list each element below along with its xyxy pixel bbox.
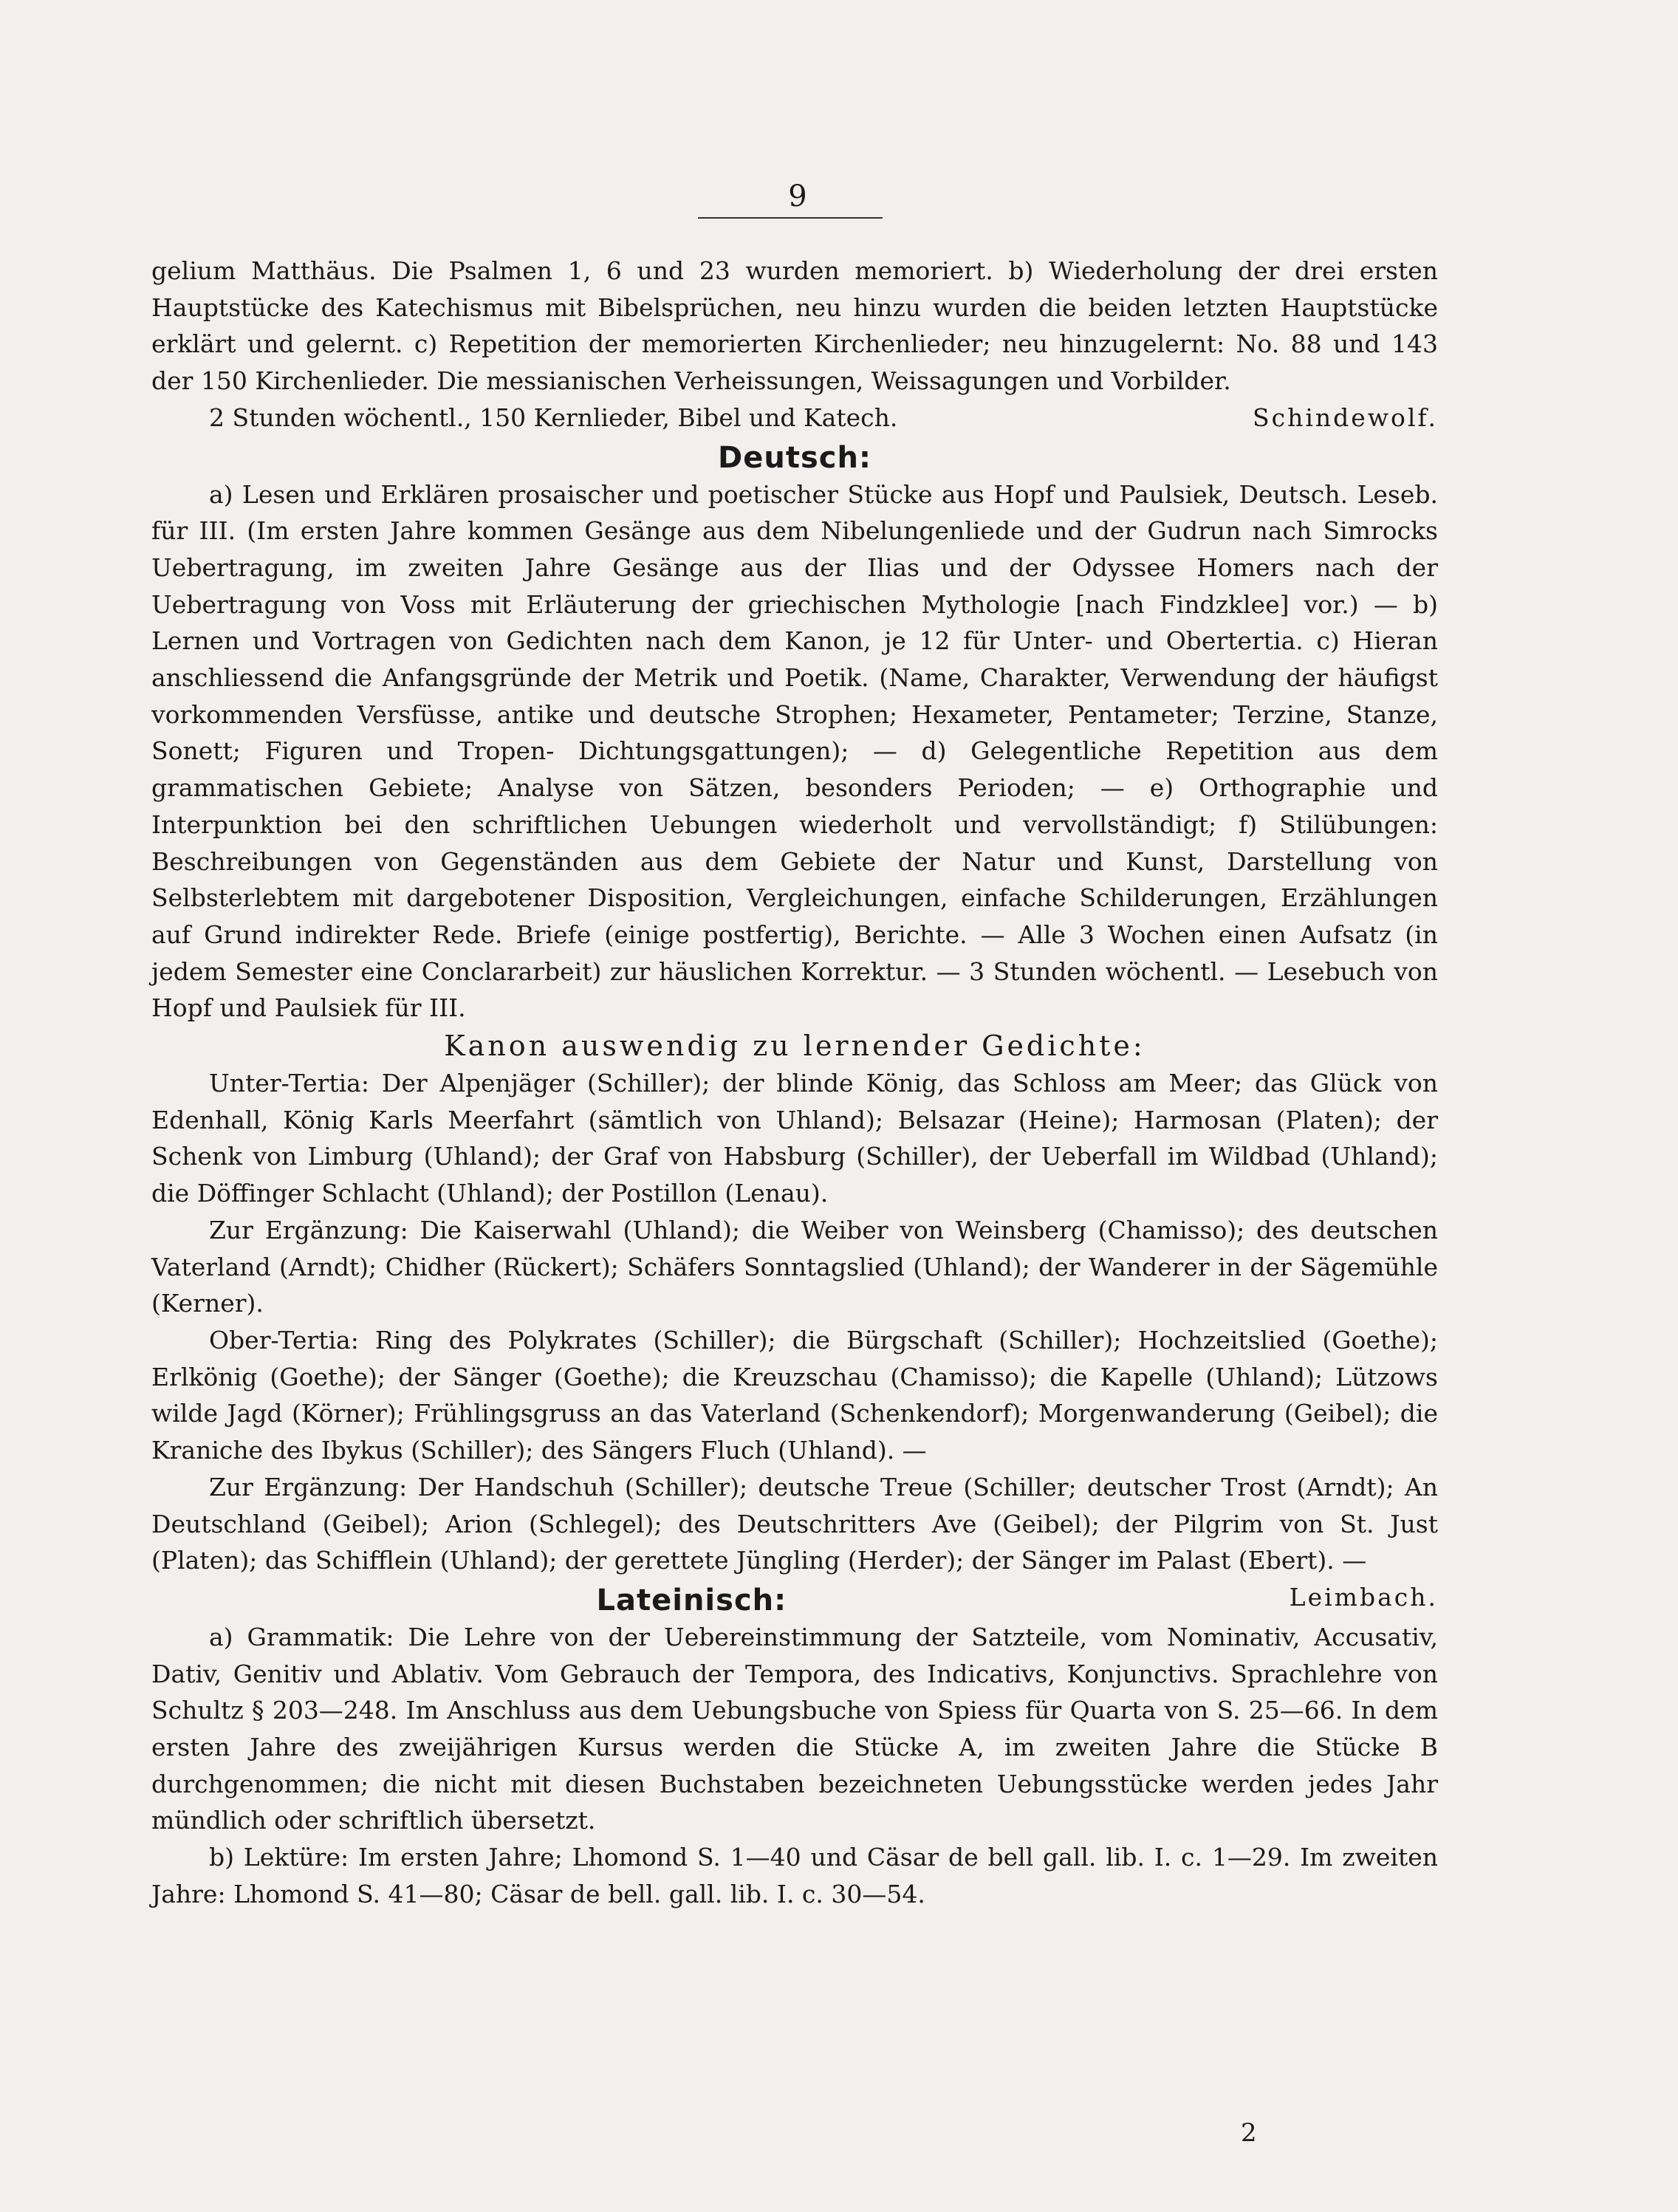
kanon-ober-tertia: Ober-Tertia: Ring des Polykrates (Schiller); die Bürgschaft (Schiller); Hochzeitslied (Goethe); Erlkönig (Goethe); der Sänger (Goethe); die Kreuzschau (Chamisso); die Kapelle (Uhland); Lützows wilde Jagd (Körner); Frühlingsgruss an das Vaterland (Schenkendorf); Morgenwanderung (Geibel); die Kraniche des Ibykus (Schiller); des Sängers Fluch (Uhland). — [151,1325,1438,1465]
kanon-unter-ergaenzung: Zur Ergänzung: Die Kaiserwahl (Uhland); die Weiber von Weinsberg (Chamisso); des deutschen Vaterland (Arndt); Chidher (Rückert); Schäfers Sonntagslied (Uhland); der Wanderer in der Sägemühle (Kerner). [151,1215,1438,1318]
page-number: 9 [788,179,807,213]
latein-grammatik: a) Grammatik: Die Lehre von der Uebereinstimmung der Satzteile, vom Nominativ, Accusativ, Dativ, Genitiv und Ablativ. Vom Gebrauch der Tempora, des Indicativs, Konjunctivs. Sprachlehre von Schultz § 203—248. Im Anschluss aus dem Uebungsbuche von Spiess für Quarta von S. 25—66. In dem ersten Jahre des zweijährigen Kursus werden die Stücke A, im zweiten Jahre die Stücke B durchgenommen; die nicht mit diesen Buchstaben bezeichneten Uebungsstücke werden jedes Jahr mündlich oder schriftlich übersetzt. [151,1622,1438,1835]
latein-lektuere: b) Lektüre: Im ersten Jahre; Lhomond S. 1—40 und Cäsar de bell gall. lib. I. c. 1—29. Im zweiten Jahre: Lhomond S. 41—80; Cäsar de bell. gall. lib. I. c. 30—54. [151,1843,1438,1908]
deutsch-paragraph: a) Lesen und Erklären prosaischer und poetischer Stücke aus Hopf und Paulsiek, Deutsch. Leseb. für III. (Im ersten Jahre kommen Gesänge aus dem Nibelungenliede und der Gudrun nach Simrocks Uebertragung, im zweiten Jahre Gesänge aus der Ilias und der Odyssee Homers nach der Uebertragung von Voss mit Erläuterung der griechischen Mythologie [nach Findzklee] vor.) — b) Lernen und Vortragen von Gedichten nach dem Kanon, je 12 für Unter- und Obertertia. c) Hieran anschliessend die Anfangsgründe der Metrik und Poetik. (Name, Charakter, Verwendung der häufigst vorkommenden Versfüsse, antike und deutsche Strophen; Hexameter, Pentameter; Terzine, Stanze, Sonett; Figuren und Tropen- Dichtungsgattungen); — d) Gelegentliche Repetition aus dem grammatischen Gebiete; Analyse von Sätzen, besonders Perioden; — e) Orthographie und Interpunktion bei den schriftlichen Uebungen wiederholt und vervollständigt; f) Stilübungen: Beschreibungen von Gegenständen aus dem Gebiete der Natur und Kunst, Darstellung von Selbsterlebtem mit dargebotener Disposition, Vergleichungen, einfache Schilderungen, Erzählungen auf Grund indirekter Rede. Briefe (einige postfertig), Berichte. — Alle 3 Wochen einen Aufsatz (in jedem Semester eine Conclararbeit) zur häuslichen Korrektur. — 3 Stunden wöchentl. — Lesebuch von Hopf und Paulsiek für III. [151,479,1438,1023]
religion-hours: 2 Stunden wöchentl., 150 Kernlieder, Bibel und Katech. [209,403,898,432]
kanon-teacher: Leimbach. [1289,1582,1438,1612]
religion-paragraph: gelium Matthäus. Die Psalmen 1, 6 und 23 wurden memoriert. b) Wiederholung der drei ersten Hauptstücke des Katechismus mit Bibelsprüchen, neu hinzu wurden die beiden letzten Hauptstücke erklärt und gelernt. c) Repetition der memorierten Kirchenlieder; neu hinzugelernt: No. 88 und 143 der 150 Kirchenlieder. Die messianischen Verheissungen, Weissagungen und Vorbilder. [151,256,1438,396]
kanon-heading: Kanon auswendig zu lernender Gedichte: [444,1030,1146,1063]
section-heading-deutsch: Deutsch: [718,440,871,475]
body-text [151,253,1438,1913]
kanon-unter-tertia: Unter-Tertia: Der Alpenjäger (Schiller); der blinde König, das Schloss am Meer; das Glück von Edenhall, König Karls Meerfahrt (sämtlich von Uhland); Belsazar (Heine); Harmosan (Platen); der Schenk von Limburg (Uhland); der Graf von Habsburg (Schiller), der Ueberfall im Wildbad (Uhland); die Döffinger Schlacht (Uhland); der Postillon (Lenau). [151,1069,1438,1208]
signature-mark: 2 [1241,2118,1257,2148]
religion-hours-line [151,400,1438,436]
kanon-ober-ergaenzung-text: Zur Ergänzung: Der Handschuh (Schiller); deutsche Treue (Schiller; deutscher Trost (Arndt); An Deutschland (Geibel); Arion (Schlegel); des Deutschritters Ave (Geibel); der Pilgrim von St. Just (Platen); das Schifflein (Uhland); der gerettete Jüngling (Herder); der Sänger im Palast (Ebert). — [151,1472,1438,1575]
section-heading-latein: Lateinisch: [596,1583,787,1617]
religion-teacher: Schindewolf. [1253,403,1438,432]
page-number-rule [698,217,883,219]
